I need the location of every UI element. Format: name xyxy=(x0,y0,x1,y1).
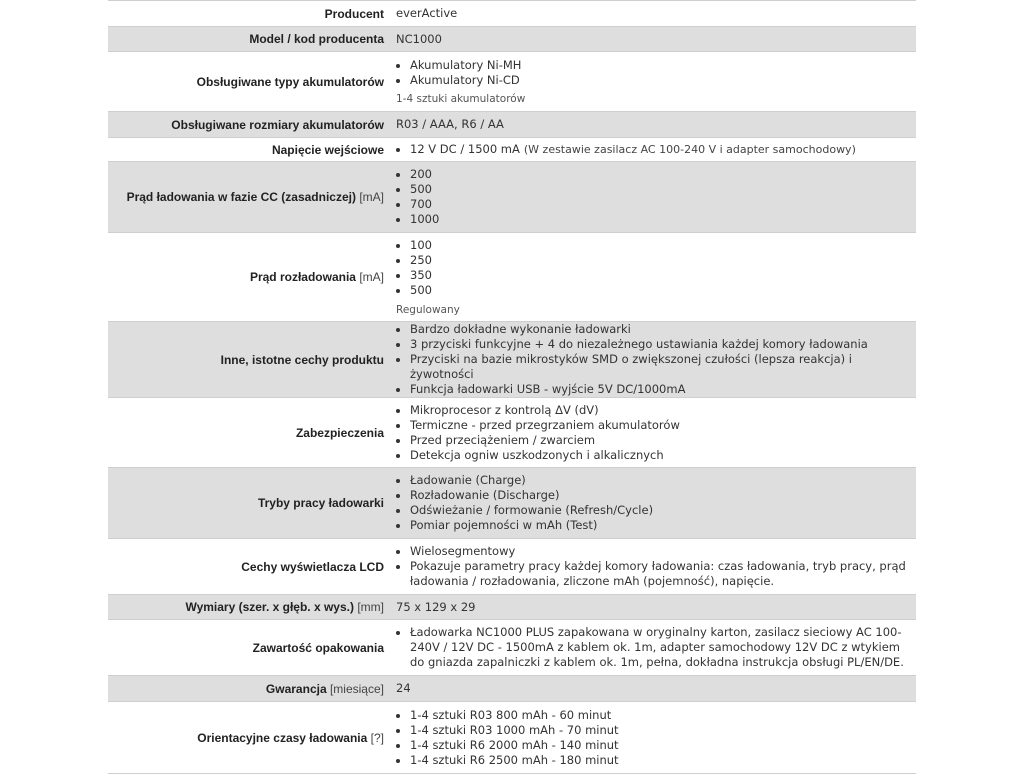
list-item: • Odświeżanie / formowanie (Refresh/Cycle) xyxy=(410,503,912,518)
spec-row xyxy=(108,138,916,162)
value-list xyxy=(396,322,912,397)
value-list xyxy=(396,142,912,157)
list-item: • Detekcja ogniw uszkodzonych i alkalicznych xyxy=(410,448,912,463)
spec-note: Regulowany xyxy=(396,303,460,316)
spec-row xyxy=(108,162,916,233)
spec-value xyxy=(388,398,916,468)
spec-label: Wymiary (szer. x głęb. x wys.) [mm] xyxy=(108,595,388,620)
list-item: • 1-4 sztuki R6 2500 mAh - 180 minut xyxy=(410,753,912,768)
list-item: • Przed przeciążeniem / zwarciem xyxy=(410,433,912,448)
spec-row xyxy=(108,468,916,539)
list-item: • 200 xyxy=(410,167,912,182)
value-list xyxy=(396,403,912,463)
spec-value: R03 / AAA, R6 / AA xyxy=(388,112,916,138)
list-item: • Wielosegmentowy xyxy=(410,544,912,559)
spec-value xyxy=(388,233,916,322)
value-list xyxy=(396,238,912,298)
spec-row xyxy=(108,322,916,398)
spec-label: Zawartość opakowania xyxy=(108,620,388,676)
spec-label: Obsługiwane typy akumulatorów xyxy=(108,52,388,112)
spec-row xyxy=(108,233,916,322)
value-list xyxy=(396,167,912,227)
list-item: • Funkcja ładowarki USB - wyjście 5V DC/1000mA xyxy=(410,382,912,397)
list-item: • 1000 xyxy=(410,212,912,227)
spec-value xyxy=(388,52,916,112)
list-item: • 12 V DC / 1500 mA (W zestawie zasilacz AC 100-240 V i adapter samochodowy) xyxy=(410,142,912,157)
spec-value xyxy=(388,138,916,162)
list-item: • Pomiar pojemności w mAh (Test) xyxy=(410,518,912,533)
list-item: • 100 xyxy=(410,238,912,253)
list-item: • Przyciski na bazie mikrostyków SMD o zwiększonej czułości (lepsza reakcja) i żywotności xyxy=(410,352,912,382)
spec-label: Obsługiwane rozmiary akumulatorów xyxy=(108,112,388,138)
spec-row xyxy=(108,398,916,468)
spec-value: 24 xyxy=(388,676,916,702)
spec-label: Inne, istotne cechy produktu xyxy=(108,322,388,398)
list-item: • 3 przyciski funkcyjne + 4 do niezależnego ustawiania każdej komory ładowania xyxy=(410,337,912,352)
spec-value xyxy=(388,702,916,774)
spec-inline-note: (W zestawie zasilacz AC 100-240 V i adapter samochodowy) xyxy=(523,143,856,156)
spec-value: everActive xyxy=(388,1,916,27)
spec-label: Napięcie wejściowe xyxy=(108,138,388,162)
spec-row xyxy=(108,676,916,702)
spec-label: Cechy wyświetlacza LCD xyxy=(108,539,388,595)
list-item: • 500 xyxy=(410,283,912,298)
spec-note: 1-4 sztuki akumulatorów xyxy=(396,92,526,105)
list-item: • 500 xyxy=(410,182,912,197)
list-item: • Akumulatory Ni-CD xyxy=(410,73,912,88)
list-item: • 1-4 sztuki R6 2000 mAh - 140 minut xyxy=(410,738,912,753)
value-list xyxy=(396,708,912,768)
spec-value xyxy=(388,468,916,539)
list-item: • Mikroprocesor z kontrolą ΔV (dV) xyxy=(410,403,912,418)
list-item: • 350 xyxy=(410,268,912,283)
spec-row xyxy=(108,595,916,620)
value-list xyxy=(396,473,912,533)
spec-value xyxy=(388,620,916,676)
list-item: • 1-4 sztuki R03 1000 mAh - 70 minut xyxy=(410,723,912,738)
spec-label: Prąd ładowania w fazie CC (zasadniczej) [mA] xyxy=(108,162,388,233)
spec-value: NC1000 xyxy=(388,27,916,52)
spec-row xyxy=(108,1,916,27)
list-item: • 1-4 sztuki R03 800 mAh - 60 minut xyxy=(410,708,912,723)
spec-value xyxy=(388,539,916,595)
list-item: • Ładowarka NC1000 PLUS zapakowana w oryginalny karton, zasilacz sieciowy AC 100-240V / 12V DC - 1500mA z kablem ok. 1m, adapter samochodowy 12V DC z wtykiem do gniazda zapalniczki z kablem ok. 1m, pełna, dokładna instrukcja obsługi PL/EN/DE. xyxy=(410,625,912,670)
spec-value: 75 x 129 x 29 xyxy=(388,595,916,620)
spec-label: Producent xyxy=(108,1,388,27)
spec-label: Model / kod producenta xyxy=(108,27,388,52)
list-item: • Bardzo dokładne wykonanie ładowarki xyxy=(410,322,912,337)
spec-label: Tryby pracy ładowarki xyxy=(108,468,388,539)
spec-value xyxy=(388,162,916,233)
specification-table xyxy=(108,0,916,774)
spec-label: Orientacyjne czasy ładowania [?] xyxy=(108,702,388,774)
spec-row xyxy=(108,112,916,138)
spec-row xyxy=(108,52,916,112)
spec-row xyxy=(108,539,916,595)
list-item: • 700 xyxy=(410,197,912,212)
value-list xyxy=(396,625,912,670)
spec-row xyxy=(108,702,916,774)
spec-row xyxy=(108,620,916,676)
spec-label: Prąd rozładowania [mA] xyxy=(108,233,388,322)
list-item: • Akumulatory Ni-MH xyxy=(410,58,912,73)
list-item: • Rozładowanie (Discharge) xyxy=(410,488,912,503)
spec-label: Zabezpieczenia xyxy=(108,398,388,468)
spec-label: Gwarancja [miesiące] xyxy=(108,676,388,702)
list-item: • Termiczne - przed przegrzaniem akumulatorów xyxy=(410,418,912,433)
value-list xyxy=(396,58,912,88)
spec-row xyxy=(108,27,916,52)
list-item: • Pokazuje parametry pracy każdej komory ładowania: czas ładowania, tryb pracy, prąd ładowania / rozładowania, zliczone mAh (pojemność), napięcie. xyxy=(410,559,912,589)
list-item: • Ładowanie (Charge) xyxy=(410,473,912,488)
list-item: • 250 xyxy=(410,253,912,268)
value-list xyxy=(396,544,912,589)
spec-value xyxy=(388,322,916,398)
